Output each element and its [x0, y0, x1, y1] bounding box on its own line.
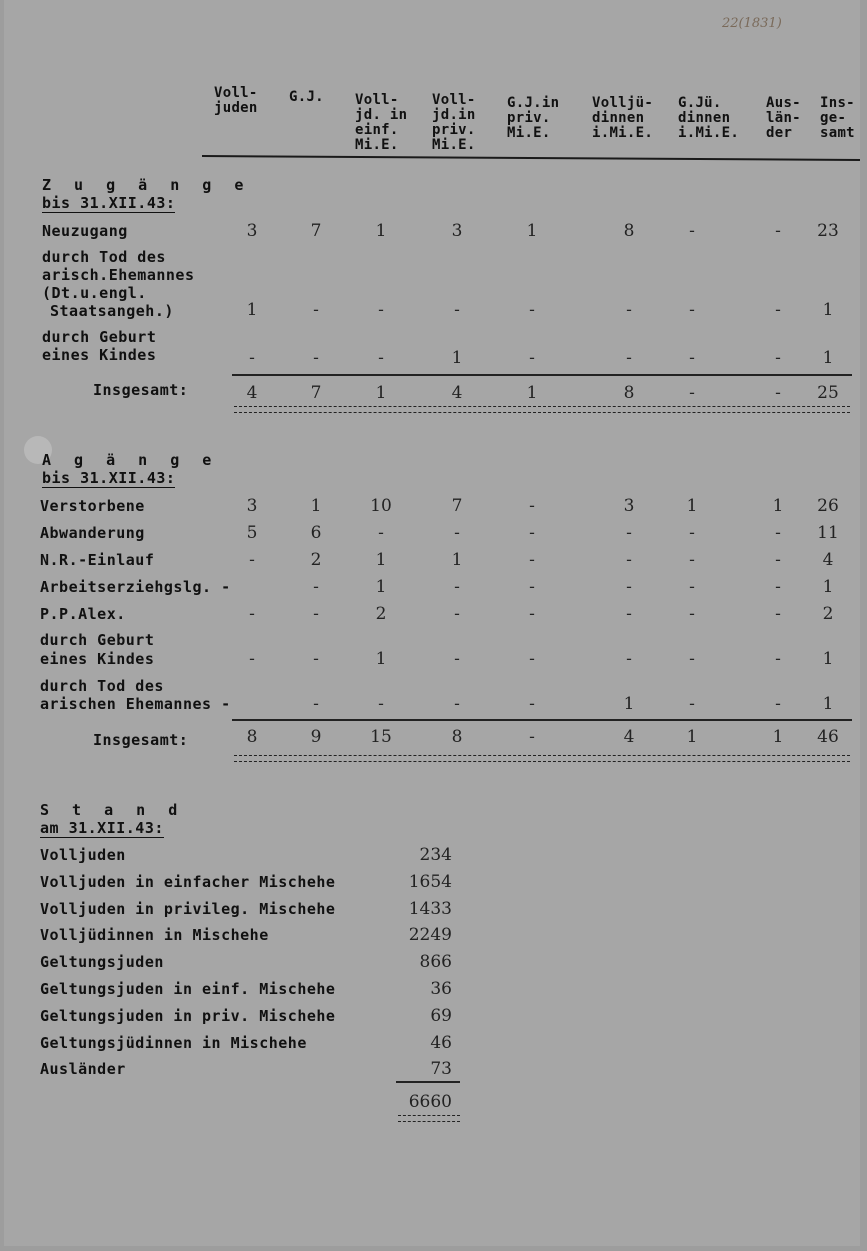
stand-row-value: 2249 — [408, 925, 452, 946]
abgaenge-double-rule — [234, 755, 850, 762]
zugaenge-title: Z u g ä n g e — [42, 176, 251, 194]
abgaenge-row-cell: - — [378, 523, 384, 543]
stand-row-value: 69 — [430, 1005, 452, 1026]
abgaenge-row-cell: - — [313, 604, 319, 624]
abgaenge-total-cell: 8 — [451, 727, 463, 747]
abgaenge-row-cell: - — [454, 577, 460, 597]
abgaenge-total-cell: 46 — [817, 727, 839, 747]
col-header-gjuedinnen: G.Jü. dinnen i.Mi.E. — [678, 95, 740, 141]
zugaenge-row-cell: - — [775, 300, 781, 320]
abgaenge-row-cell: - — [529, 649, 535, 669]
abgaenge-row-cell: - — [313, 577, 319, 597]
stand-row-label: Geltungsjüdinnen in Mischehe — [40, 1033, 307, 1052]
zugaenge-row-cell: - — [313, 348, 319, 368]
stand-row-label: Volljüdinnen in Mischehe — [40, 926, 269, 945]
abgaenge-row-cell: - — [689, 523, 695, 543]
zugaenge-row-cell: - — [626, 348, 632, 368]
row-label-cont: eines Kindes — [40, 650, 155, 668]
zugaenge-double-rule — [234, 406, 850, 413]
zugaenge-row-cell: - — [529, 348, 535, 368]
row-label: durch Geburt — [42, 328, 157, 346]
stand-row-label: Volljuden in privileg. Mischehe — [40, 899, 336, 918]
abgaenge-row-cell: - — [529, 496, 535, 516]
abgaenge-row-cell: 1 — [623, 694, 635, 714]
row-label: Arbeitserziehgslg. - — [40, 578, 231, 596]
stand-sum-rule — [396, 1081, 460, 1083]
stand-row-value: 1433 — [408, 898, 452, 919]
zugaenge-row-cell: 1 — [822, 300, 834, 320]
abgaenge-total-label: Insgesamt: — [93, 731, 189, 749]
row-label: Neuzugang — [42, 222, 128, 240]
stand-subtitle: am 31.XII.43: — [40, 819, 164, 837]
stand-row-value: 866 — [419, 952, 452, 973]
abgaenge-row-cell: 3 — [623, 496, 635, 516]
abgaenge-row-cell: - — [775, 604, 781, 624]
zugaenge-total-cell: 25 — [817, 383, 839, 403]
abgaenge-row-cell: - — [454, 604, 460, 624]
row-label: P.P.Alex. — [40, 605, 126, 623]
stand-row-label: Volljuden in einfacher Mischehe — [40, 872, 336, 891]
zugaenge-row-cell: 1 — [822, 348, 834, 368]
col-header-gj: G.J. — [289, 89, 324, 105]
zugaenge-total-cell: 4 — [451, 383, 463, 403]
zugaenge-row-cell: - — [689, 300, 695, 320]
zugaenge-row-cell: 3 — [246, 221, 258, 241]
col-header-volljd-priv: Voll- jd.in priv. Mi.E. — [432, 92, 476, 153]
zugaenge-total-cell: 1 — [375, 383, 387, 403]
row-label-cont: arisch.Ehemannes — [42, 266, 195, 284]
abgaenge-row-cell: 1 — [822, 649, 834, 669]
stand-row-label: Geltungsjuden in priv. Mischehe — [40, 1006, 336, 1025]
abgaenge-row-cell: - — [689, 604, 695, 624]
abgaenge-row-cell: - — [529, 604, 535, 624]
zugaenge-row-cell: - — [529, 300, 535, 320]
stand-row-value: 73 — [430, 1059, 452, 1080]
zugaenge-row-cell: 7 — [310, 221, 322, 241]
abgaenge-title: A g ä n g e — [42, 451, 219, 469]
row-label: Abwanderung — [40, 524, 145, 542]
stand-row-value: 36 — [430, 979, 452, 999]
abgaenge-row-cell: - — [529, 694, 535, 714]
stand-row-label: Ausländer — [40, 1060, 126, 1079]
abgaenge-row-cell: 1 — [822, 694, 834, 714]
abgaenge-row-cell: 2 — [822, 604, 834, 624]
abgaenge-total-cell: - — [529, 727, 535, 747]
abgaenge-row-cell: - — [313, 694, 319, 714]
abgaenge-total-cell: 9 — [310, 727, 322, 747]
abgaenge-row-cell: - — [313, 649, 319, 669]
abgaenge-row-cell: - — [775, 694, 781, 714]
zugaenge-total-cell: 4 — [246, 383, 258, 403]
col-header-volljuden: Voll- juden — [214, 85, 258, 116]
abgaenge-sum-rule — [232, 719, 852, 721]
abgaenge-row-cell: 1 — [310, 496, 322, 516]
zugaenge-row-cell: 1 — [451, 348, 463, 368]
abgaenge-row-cell: 3 — [246, 496, 258, 516]
col-header-volljd-einf: Voll- jd. in einf. Mi.E. — [355, 92, 408, 153]
abgaenge-total-cell: 4 — [623, 727, 635, 747]
zugaenge-row-cell: 8 — [623, 221, 635, 241]
abgaenge-row-cell: 7 — [451, 496, 463, 516]
zugaenge-total-label: Insgesamt: — [93, 381, 189, 399]
zugaenge-sum-rule — [232, 374, 852, 376]
abgaenge-total-cell: 8 — [246, 727, 258, 747]
abgaenge-row-cell: - — [689, 577, 695, 597]
zugaenge-row-cell: 23 — [817, 221, 839, 241]
abgaenge-row-cell: - — [626, 523, 632, 543]
abgaenge-subtitle: bis 31.XII.43: — [42, 469, 176, 487]
abgaenge-row-cell: - — [249, 550, 255, 570]
zugaenge-row-cell: - — [378, 300, 384, 320]
abgaenge-row-cell: - — [454, 649, 460, 669]
zugaenge-row-cell: - — [249, 348, 255, 368]
row-label-cont: (Dt.u.engl. — [42, 284, 147, 302]
abgaenge-row-cell: 10 — [370, 496, 392, 516]
abgaenge-row-cell: 1 — [822, 577, 834, 597]
abgaenge-row-cell: - — [529, 523, 535, 543]
abgaenge-row-cell: - — [689, 649, 695, 669]
stand-double-rule — [398, 1115, 460, 1122]
stand-row-label: Geltungsjuden — [40, 953, 164, 972]
abgaenge-row-cell: - — [249, 649, 255, 669]
abgaenge-row-cell: - — [626, 577, 632, 597]
abgaenge-row-cell: - — [626, 550, 632, 570]
zugaenge-row-cell: - — [454, 300, 460, 320]
row-label-cont: eines Kindes — [42, 346, 157, 364]
abgaenge-row-cell: - — [529, 577, 535, 597]
abgaenge-row-cell: 2 — [375, 604, 387, 624]
col-header-gj-priv: G.J.in priv. Mi.E. — [507, 95, 560, 141]
abgaenge-row-cell: 6 — [310, 523, 322, 543]
abgaenge-row-cell: 26 — [817, 496, 839, 516]
col-header-insgesamt: Ins- ge- samt — [820, 95, 855, 141]
stand-row-value: 1654 — [408, 871, 452, 892]
stand-row-value: 46 — [430, 1032, 452, 1053]
zugaenge-total-cell: - — [689, 383, 695, 403]
row-label: N.R.-Einlauf — [40, 551, 155, 569]
archive-note: 22(1831) — [722, 16, 782, 31]
abgaenge-row-cell: 1 — [375, 577, 387, 597]
abgaenge-row-cell: - — [378, 694, 384, 714]
zugaenge-row-cell: - — [689, 221, 695, 241]
zugaenge-row-cell: - — [775, 221, 781, 241]
abgaenge-row-cell: - — [454, 523, 460, 543]
zugaenge-total-cell: - — [775, 383, 781, 403]
abgaenge-row-cell: 4 — [822, 550, 834, 570]
row-label: durch Tod des — [42, 248, 166, 266]
stand-row-label: Volljuden — [40, 846, 126, 864]
abgaenge-row-cell: 5 — [246, 523, 258, 543]
zugaenge-row-cell: - — [689, 348, 695, 368]
abgaenge-row-cell: - — [689, 550, 695, 570]
row-label: Verstorbene — [40, 497, 145, 515]
abgaenge-row-cell: - — [775, 649, 781, 669]
zugaenge-total-cell: 1 — [526, 383, 538, 403]
abgaenge-row-cell: 1 — [451, 550, 463, 570]
stand-row-label: Geltungsjuden in einf. Mischehe — [40, 980, 336, 998]
zugaenge-total-cell: 7 — [310, 383, 322, 403]
abgaenge-row-cell: 2 — [310, 550, 322, 570]
abgaenge-row-cell: 1 — [375, 550, 387, 570]
abgaenge-total-cell: 1 — [686, 727, 698, 747]
zugaenge-subtitle: bis 31.XII.43: — [42, 194, 176, 212]
zugaenge-row-cell: - — [313, 300, 319, 320]
zugaenge-row-cell: - — [775, 348, 781, 368]
row-label-cont: arischen Ehemannes - — [40, 695, 231, 713]
col-header-auslaender: Aus- län- der — [766, 95, 801, 141]
zugaenge-row-cell: 3 — [451, 221, 463, 241]
row-label: durch Geburt — [40, 631, 155, 649]
abgaenge-total-cell: 15 — [370, 727, 392, 747]
col-header-volljuedinnen: Volljü- dinnen i.Mi.E. — [592, 95, 654, 141]
abgaenge-row-cell: - — [775, 550, 781, 570]
abgaenge-row-cell: - — [454, 694, 460, 714]
abgaenge-row-cell: - — [775, 523, 781, 543]
stand-title: S t a n d — [40, 801, 185, 819]
abgaenge-row-cell: 1 — [772, 496, 784, 516]
zugaenge-row-cell: 1 — [526, 221, 538, 241]
row-label-cont: Staatsangeh.) — [50, 302, 174, 320]
abgaenge-row-cell: 1 — [686, 496, 698, 516]
row-label: durch Tod des — [40, 677, 164, 695]
abgaenge-row-cell: - — [626, 649, 632, 669]
abgaenge-total-cell: 1 — [772, 727, 784, 747]
stand-total: 6660 — [408, 1092, 452, 1112]
abgaenge-row-cell: - — [249, 604, 255, 624]
abgaenge-row-cell: - — [689, 694, 695, 714]
abgaenge-row-cell: 1 — [375, 649, 387, 669]
zugaenge-row-cell: - — [378, 348, 384, 368]
zugaenge-row-cell: - — [626, 300, 632, 320]
abgaenge-row-cell: - — [626, 604, 632, 624]
abgaenge-row-cell: - — [529, 550, 535, 570]
abgaenge-row-cell: 11 — [817, 523, 839, 543]
stand-row-value: 234 — [419, 845, 452, 865]
abgaenge-row-cell: - — [775, 577, 781, 597]
zugaenge-total-cell: 8 — [623, 383, 635, 403]
zugaenge-row-cell: 1 — [246, 300, 258, 320]
zugaenge-row-cell: 1 — [375, 221, 387, 241]
